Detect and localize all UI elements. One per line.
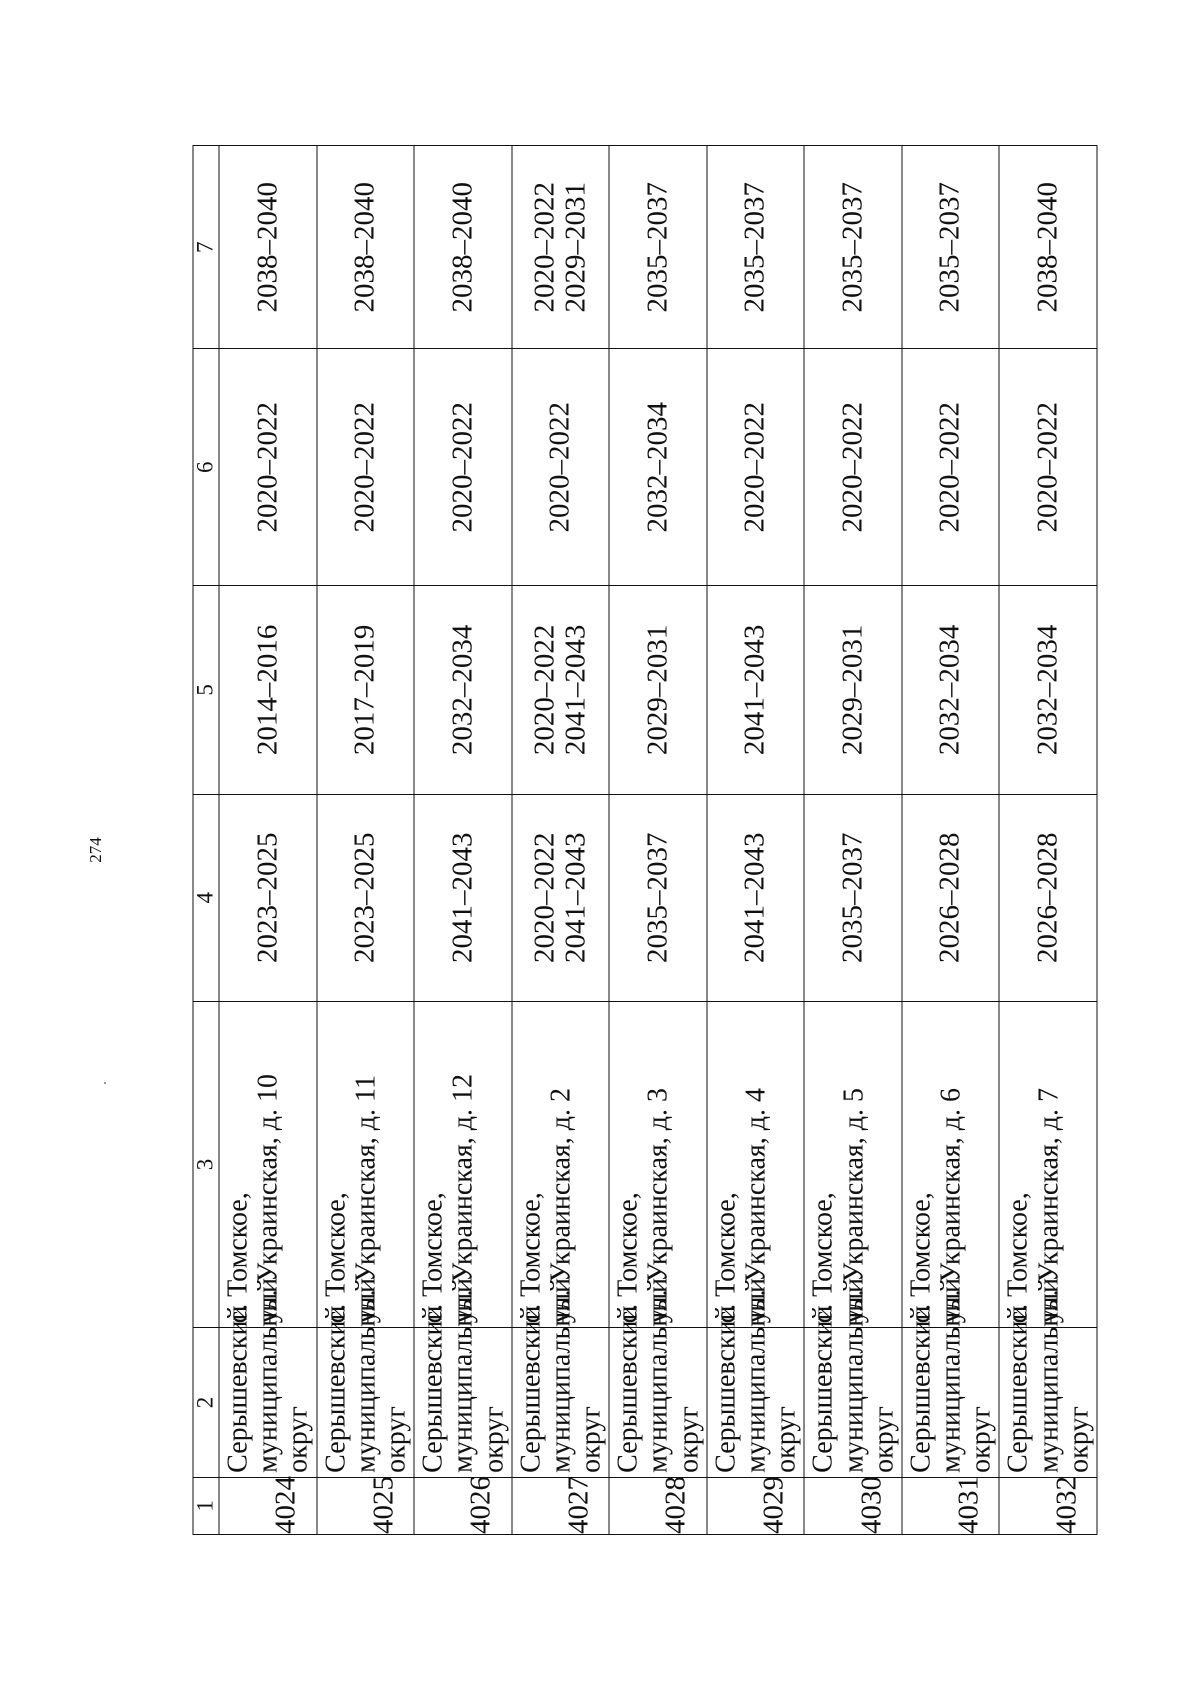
period-cell-col5: [219, 585, 317, 794]
period-cell-col6-line: 2020–2022: [933, 401, 966, 533]
address-cell-line: ул. Украинская, д. 5: [838, 1087, 870, 1324]
period-cell-col7-line: 2029–2031: [559, 182, 592, 313]
period-cell-col7-line: 2035–2037: [933, 182, 966, 313]
row-number-cell: 4027: [512, 1477, 610, 1534]
period-cell-col7: [317, 146, 415, 349]
period-cell-col7: [609, 146, 707, 349]
period-cell-col6-line: 2020–2022: [348, 401, 381, 533]
region-cell: [707, 1277, 805, 1478]
period-cell-col5-line: 2032–2034: [446, 624, 479, 756]
address-cell: [804, 1001, 902, 1328]
period-cell-col7-line: 2035–2037: [641, 182, 674, 313]
address-cell-line: ул. Украинская, д. 11: [350, 1075, 382, 1324]
region-cell-line: Серышевский: [320, 1305, 352, 1473]
row-number-cell: 4032: [999, 1477, 1097, 1534]
address-cell-line: ул. Украинская, д. 4: [740, 1087, 772, 1324]
region-cell: [414, 1277, 512, 1478]
region-cell-line: округ: [282, 1406, 314, 1473]
period-cell-col6: [999, 349, 1097, 585]
row-number-cell: 4028: [609, 1477, 707, 1534]
column-header-2: 2: [193, 1328, 219, 1478]
period-cell-col7: [707, 146, 805, 349]
address-cell-line: с. Томское,: [807, 1192, 839, 1324]
table-row: [512, 146, 610, 1535]
period-cell-col4-line: 2026–2028: [1031, 832, 1064, 963]
period-cell-col5: [707, 585, 805, 794]
period-cell-col6: [804, 349, 902, 585]
region-cell-line: муниципальный: [838, 1277, 870, 1473]
period-cell-col4: [804, 794, 902, 1001]
region-cell-line: Серышевский: [612, 1305, 644, 1473]
period-cell-col4-line: 2023–2025: [251, 832, 284, 963]
period-cell-col4: [707, 794, 805, 1001]
period-cell-col5: [512, 585, 610, 794]
period-cell-col5: [609, 585, 707, 794]
period-cell-col6: [512, 349, 610, 585]
period-cell-col4: [414, 794, 512, 1001]
data-table: [193, 145, 1098, 1535]
period-cell-col5-line: 2032–2034: [1031, 624, 1064, 756]
period-cell-col4: [219, 794, 317, 1001]
period-cell-col7: [902, 146, 1000, 349]
period-cell-col7-line: 2020–2022: [528, 182, 561, 313]
row-number-cell: 4030: [804, 1477, 902, 1534]
row-number-cell: 4026: [414, 1477, 512, 1534]
region-cell-line: муниципальный: [252, 1277, 284, 1473]
region-cell-line: округ: [478, 1406, 510, 1473]
address-cell: [609, 1001, 707, 1328]
period-cell-col6: [219, 349, 317, 585]
table-body: [219, 146, 1097, 1535]
region-cell-line: Серышевский: [905, 1305, 937, 1473]
address-cell: [512, 1001, 610, 1328]
period-cell-col6: [414, 349, 512, 585]
address-cell-line: ул. Украинская, д. 12: [447, 1073, 479, 1324]
page-number: 274: [86, 837, 105, 863]
period-cell-col4-line: 2020–2022: [528, 832, 561, 963]
period-cell-col5: [804, 585, 902, 794]
address-cell-line: с. Томское,: [612, 1192, 644, 1324]
table-row: [999, 146, 1097, 1535]
region-cell-line: муниципальный: [935, 1277, 967, 1473]
region-cell: [902, 1277, 1000, 1478]
period-cell-col4-line: 2023–2025: [348, 832, 381, 963]
column-header-3: 3: [193, 1001, 219, 1328]
region-cell-line: муниципальный: [1033, 1277, 1065, 1473]
period-cell-col5-line: 2017–2019: [348, 624, 381, 756]
header-row: [193, 146, 219, 1535]
region-cell-line: Серышевский: [417, 1305, 449, 1473]
period-cell-col7-line: 2038–2040: [251, 182, 284, 313]
region-cell: [804, 1277, 902, 1478]
period-cell-col6-line: 2032–2034: [641, 401, 674, 533]
period-cell-col5-line: 2014–2016: [251, 624, 284, 756]
period-cell-col5: [414, 585, 512, 794]
period-cell-col5: [317, 585, 415, 794]
address-cell-line: ул. Украинская, д. 3: [642, 1087, 674, 1324]
period-cell-col7-line: 2038–2040: [348, 182, 381, 313]
period-cell-col6: [609, 349, 707, 585]
period-cell-col6-line: 2020–2022: [836, 401, 869, 533]
region-cell-line: муниципальный: [545, 1277, 577, 1473]
address-cell-line: с. Томское,: [222, 1192, 254, 1324]
column-header-1: 1: [193, 1477, 219, 1534]
period-cell-col6-line: 2020–2022: [251, 401, 284, 533]
region-cell-line: муниципальный: [642, 1277, 674, 1473]
period-cell-col4: [609, 794, 707, 1001]
address-cell-line: с. Томское,: [1002, 1192, 1034, 1324]
row-number-cell: 4024: [219, 1477, 317, 1534]
column-header-7: 7: [193, 146, 219, 349]
period-cell-col5-line: 2020–2022: [528, 624, 561, 756]
row-number-cell: 4025: [317, 1477, 415, 1534]
period-cell-col6-line: 2020–2022: [543, 401, 576, 533]
address-cell: [707, 1001, 805, 1328]
period-cell-col5-line: 2032–2034: [933, 624, 966, 756]
period-cell-col7: [804, 146, 902, 349]
rotated-table-container: [193, 145, 1098, 1535]
address-cell-line: с. Томское,: [905, 1192, 937, 1324]
row-number-cell: 4031: [902, 1477, 1000, 1534]
table-row: [707, 146, 805, 1535]
period-cell-col4-line: 2041–2043: [738, 832, 771, 963]
region-cell-line: муниципальный: [447, 1277, 479, 1473]
period-cell-col6-line: 2020–2022: [1031, 401, 1064, 533]
period-cell-col4: [317, 794, 415, 1001]
period-cell-col4-line: 2035–2037: [641, 832, 674, 963]
region-cell-line: Серышевский: [1002, 1305, 1034, 1473]
period-cell-col5-line: 2029–2031: [641, 624, 674, 756]
table-row: [609, 146, 707, 1535]
period-cell-col7: [999, 146, 1097, 349]
column-header-4: 4: [193, 794, 219, 1001]
period-cell-col7-line: 2035–2037: [738, 182, 771, 313]
region-cell-line: Серышевский: [710, 1305, 742, 1473]
period-cell-col4: [902, 794, 1000, 1001]
period-cell-col7: [414, 146, 512, 349]
period-cell-col6: [317, 349, 415, 585]
period-cell-col5-line: 2041–2043: [738, 624, 771, 756]
address-cell: [999, 1001, 1097, 1328]
period-cell-col5: [902, 585, 1000, 794]
region-cell-line: муниципальный: [350, 1277, 382, 1473]
period-cell-col7-line: 2038–2040: [1031, 182, 1064, 313]
address-cell: [317, 1001, 415, 1328]
period-cell-col7-line: 2038–2040: [446, 182, 479, 313]
table-row: [219, 146, 317, 1535]
period-cell-col5-line: 2041–2043: [559, 624, 592, 756]
table-row: [804, 146, 902, 1535]
period-cell-col5: [999, 585, 1097, 794]
address-cell-line: ул. Украинская, д. 10: [252, 1073, 284, 1324]
period-cell-col6: [707, 349, 805, 585]
region-cell-line: Серышевский: [807, 1305, 839, 1473]
period-cell-col4: [512, 794, 610, 1001]
address-cell-line: с. Томское,: [515, 1192, 547, 1324]
address-cell-line: с. Томское,: [320, 1192, 352, 1324]
address-cell-line: ул. Украинская, д. 6: [935, 1087, 967, 1324]
period-cell-col4-line: 2035–2037: [836, 832, 869, 963]
region-cell: [512, 1277, 610, 1478]
region-cell-line: округ: [380, 1406, 412, 1473]
period-cell-col6-line: 2020–2022: [446, 401, 479, 533]
region-cell: [999, 1277, 1097, 1478]
region-cell-line: Серышевский: [222, 1305, 254, 1473]
address-cell-line: ул. Украинская, д. 2: [545, 1087, 577, 1324]
scan-speck: [104, 1082, 106, 1084]
column-header-6: 6: [193, 349, 219, 585]
row-number-cell: 4029: [707, 1477, 805, 1534]
region-cell-line: округ: [770, 1406, 802, 1473]
period-cell-col4-line: 2041–2043: [559, 832, 592, 963]
address-cell: [219, 1001, 317, 1328]
region-cell: [219, 1277, 317, 1478]
region-cell-line: округ: [1063, 1406, 1095, 1473]
region-cell-line: округ: [965, 1406, 997, 1473]
period-cell-col6: [902, 349, 1000, 585]
region-cell: [317, 1277, 415, 1478]
region-cell: [609, 1277, 707, 1478]
period-cell-col4: [999, 794, 1097, 1001]
address-cell-line: с. Томское,: [417, 1192, 449, 1324]
period-cell-col5-line: 2029–2031: [836, 624, 869, 756]
region-cell-line: Серышевский: [515, 1305, 547, 1473]
region-cell-line: муниципальный: [740, 1277, 772, 1473]
period-cell-col6-line: 2020–2022: [738, 401, 771, 533]
table-row: [902, 146, 1000, 1535]
address-cell-line: ул. Украинская, д. 7: [1033, 1087, 1065, 1324]
address-cell-line: с. Томское,: [710, 1192, 742, 1324]
region-cell-line: округ: [575, 1406, 607, 1473]
column-header-5: 5: [193, 585, 219, 794]
address-cell: [414, 1001, 512, 1328]
table-row: [317, 146, 415, 1535]
period-cell-col4-line: 2041–2043: [446, 832, 479, 963]
region-cell-line: округ: [868, 1406, 900, 1473]
period-cell-col7: [512, 146, 610, 349]
address-cell: [902, 1001, 1000, 1328]
region-cell-line: округ: [673, 1406, 705, 1473]
period-cell-col4-line: 2026–2028: [933, 832, 966, 963]
period-cell-col7-line: 2035–2037: [836, 182, 869, 313]
period-cell-col7: [219, 146, 317, 349]
table-row: [414, 146, 512, 1535]
